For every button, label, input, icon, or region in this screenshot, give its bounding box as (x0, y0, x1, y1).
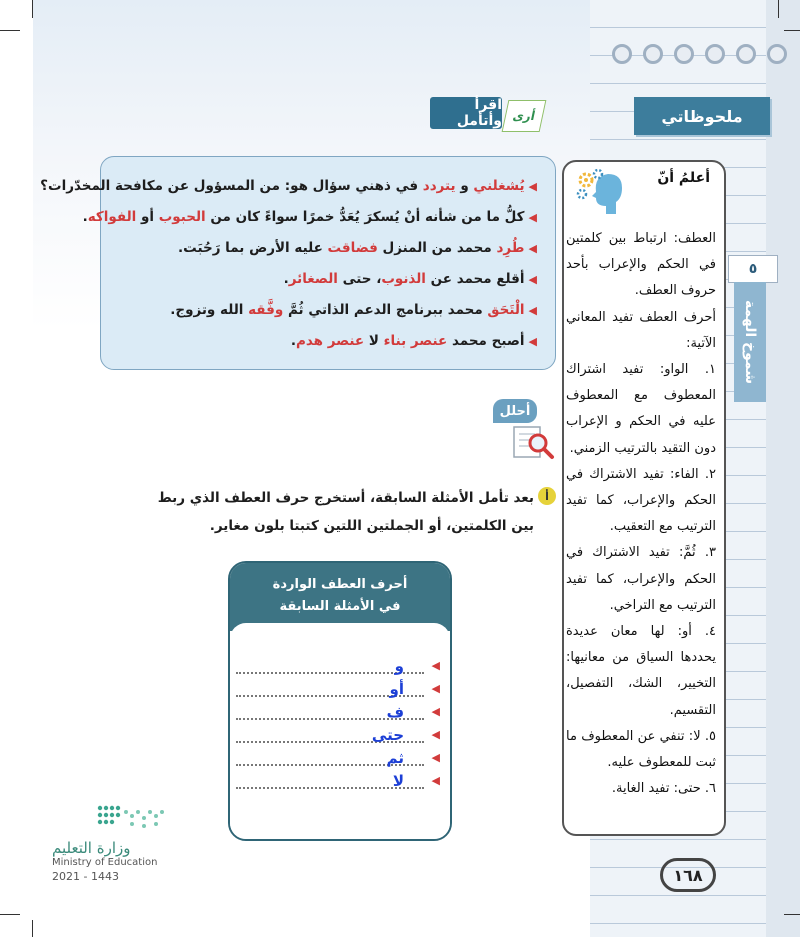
answer-card-body (230, 623, 450, 839)
highlighted-word: وفَّقه (248, 302, 284, 318)
bullet-arrow-icon: ◀ (431, 751, 440, 764)
bullet-arrow-icon: ◀ (431, 659, 440, 672)
answer-row[interactable] (236, 724, 448, 746)
know-paragraph: ٢. الفاء: تفيد الاشتراك في الحكم والإعراب، كما تفيد الترتيب مع التعقيب. (566, 466, 716, 535)
ring-icon (767, 44, 787, 64)
example-text: لا (364, 333, 384, 349)
example-text: عليه الأرض بما رَحُبَت. (178, 240, 328, 256)
know-paragraph: أحرف العطف تفيد المعاني الآتية: (566, 309, 716, 351)
page-number: ١٦٨ (660, 858, 716, 892)
answer-word: ف (386, 703, 404, 721)
ministry-name-ar: وزارة التعليم (52, 839, 131, 857)
notes-header: ملحوظاتي (634, 97, 770, 135)
answer-word: و (394, 657, 404, 675)
example-text: الله وتزوج. (170, 302, 249, 318)
question-number: أ (538, 487, 556, 505)
chapter-title-vertical: شموخ الهمة (734, 282, 766, 402)
answer-card-title-line1: أحرف العطف الواردة (272, 577, 408, 592)
bullet-arrow-icon: ◀ (528, 242, 537, 255)
example-text: أقلع محمد عن (425, 271, 525, 287)
answer-row[interactable] (236, 770, 448, 792)
know-panel-text (566, 226, 716, 802)
read-chip: أرى (502, 100, 547, 132)
example-text: محمد ببرنامج الدعم الذاتي ثُمَّ (283, 302, 488, 318)
answer-card (228, 561, 452, 841)
example-text: . (82, 209, 88, 225)
crop-mark (32, 920, 33, 937)
highlighted-word: عنصر بناء (383, 333, 448, 349)
crop-mark (0, 914, 20, 915)
example-text: و (455, 178, 474, 194)
highlighted-word: الفواكه (87, 209, 137, 225)
ring-icon (612, 44, 632, 64)
ministry-year: 2021 - 1443 (52, 870, 119, 883)
answer-word: أو (389, 680, 404, 698)
answer-card-title-line2: في الأمثلة السابقة (279, 599, 401, 614)
examples-box (40, 156, 556, 370)
example-line (111, 264, 537, 295)
highlighted-word: الحبوب (158, 209, 206, 225)
highlighted-word: فضاقت (327, 240, 378, 256)
bullet-arrow-icon: ◀ (431, 705, 440, 718)
ring-icon (643, 44, 663, 64)
ring-icon (705, 44, 725, 64)
example-text: محمد من المنزل (377, 240, 497, 256)
ring-icon (674, 44, 694, 64)
head-gears-icon (572, 166, 628, 218)
bullet-arrow-icon: ◀ (431, 682, 440, 695)
bullet-arrow-icon: ◀ (431, 774, 440, 787)
bullet-arrow-icon: ◀ (528, 273, 537, 286)
highlighted-word: يتردد (422, 178, 456, 194)
notebook-rings (612, 44, 787, 70)
example-line (111, 295, 537, 326)
highlighted-word: طُرِد (496, 240, 525, 256)
know-paragraph: ٥. لا: تنفي عن المعطوف ما ثبت للمعطوف عليه. (566, 728, 716, 771)
example-text: كلُّ ما من شأنه أنْ يُسكرَ يُعَدُّ خمرًا سواءً كان من (205, 209, 525, 225)
highlighted-word: الذنوب (381, 271, 426, 287)
answer-row[interactable] (236, 747, 448, 769)
know-panel-title: أعلمُ أنّ (657, 170, 710, 186)
ring-icon (736, 44, 756, 64)
example-text: في ذهني سؤال هو: من المسؤول عن مكافحة المخدّرات؟ (40, 178, 423, 194)
know-paragraph: ٦. حتى: تفيد الغاية. (611, 781, 716, 797)
answer-row[interactable] (236, 655, 448, 677)
ministry-logo-icon (92, 800, 172, 834)
example-line (111, 326, 537, 357)
bullet-arrow-icon: ◀ (528, 211, 537, 224)
example-text: . (290, 333, 296, 349)
highlighted-word: يُشغلني (473, 178, 525, 194)
know-paragraph: ٣. ثُمَّ: تفيد الاشتراك في الحكم والإعراب، كما تفيد الترتيب مع التراخي. (566, 545, 716, 613)
answer-word: لا (392, 772, 404, 790)
right-margin-strip (766, 0, 800, 937)
read-reflect-label: اقرأ وأتأمل (430, 97, 502, 129)
know-paragraph: ١. الواو: تفيد اشتراك المعطوف مع المعطوف عليه في الحكم و الإعراب دون التقيد بالترتيب الزمني. (566, 362, 716, 456)
example-line (82, 202, 537, 233)
crop-mark (0, 30, 20, 31)
crop-mark (778, 0, 779, 18)
magnifier-icon (510, 421, 556, 461)
example-text: أصبح محمد (447, 333, 525, 349)
know-paragraph: ٤. أو: لها معان عديدة يحددها السياق من معانيها: التخيير، الشك، التفصيل، التقسيم. (566, 624, 716, 718)
highlighted-word: عنصر هدم (295, 333, 365, 349)
crop-mark (784, 30, 800, 31)
answer-row[interactable] (236, 678, 448, 700)
analyze-label: أحلل (493, 399, 537, 423)
know-panel (562, 160, 726, 836)
crop-mark (32, 0, 33, 18)
highlighted-word: الصغائر (288, 271, 338, 287)
answer-row[interactable] (236, 701, 448, 723)
highlighted-word: الْتَحَق (487, 302, 525, 318)
bullet-arrow-icon: ◀ (528, 304, 537, 317)
answer-card-header (230, 563, 450, 631)
answer-word: حتى (371, 726, 404, 744)
example-line (40, 171, 537, 202)
example-line (111, 233, 537, 264)
know-paragraph: العطف: ارتباط بين كلمتين في الحكم والإعراب بأحد حروف العطف. (566, 231, 716, 299)
ministry-name-en: Ministry of Education (52, 857, 158, 868)
bullet-arrow-icon: ◀ (528, 335, 537, 348)
bullet-arrow-icon: ◀ (431, 728, 440, 741)
chapter-number: ٥ (728, 255, 778, 283)
example-text: ، حتى (337, 271, 382, 287)
crop-mark (784, 914, 800, 915)
answer-word: ثم (386, 749, 404, 767)
example-text: . (283, 271, 289, 287)
question-text: بعد تأمل الأمثلة السابقة، أستخرج حرف العطف الذي ربط بين الكلمتين، أو الجملتين اللتين كتبتا بلون مغاير. (157, 490, 534, 534)
bullet-arrow-icon: ◀ (528, 180, 537, 193)
example-text: أو (136, 209, 159, 225)
